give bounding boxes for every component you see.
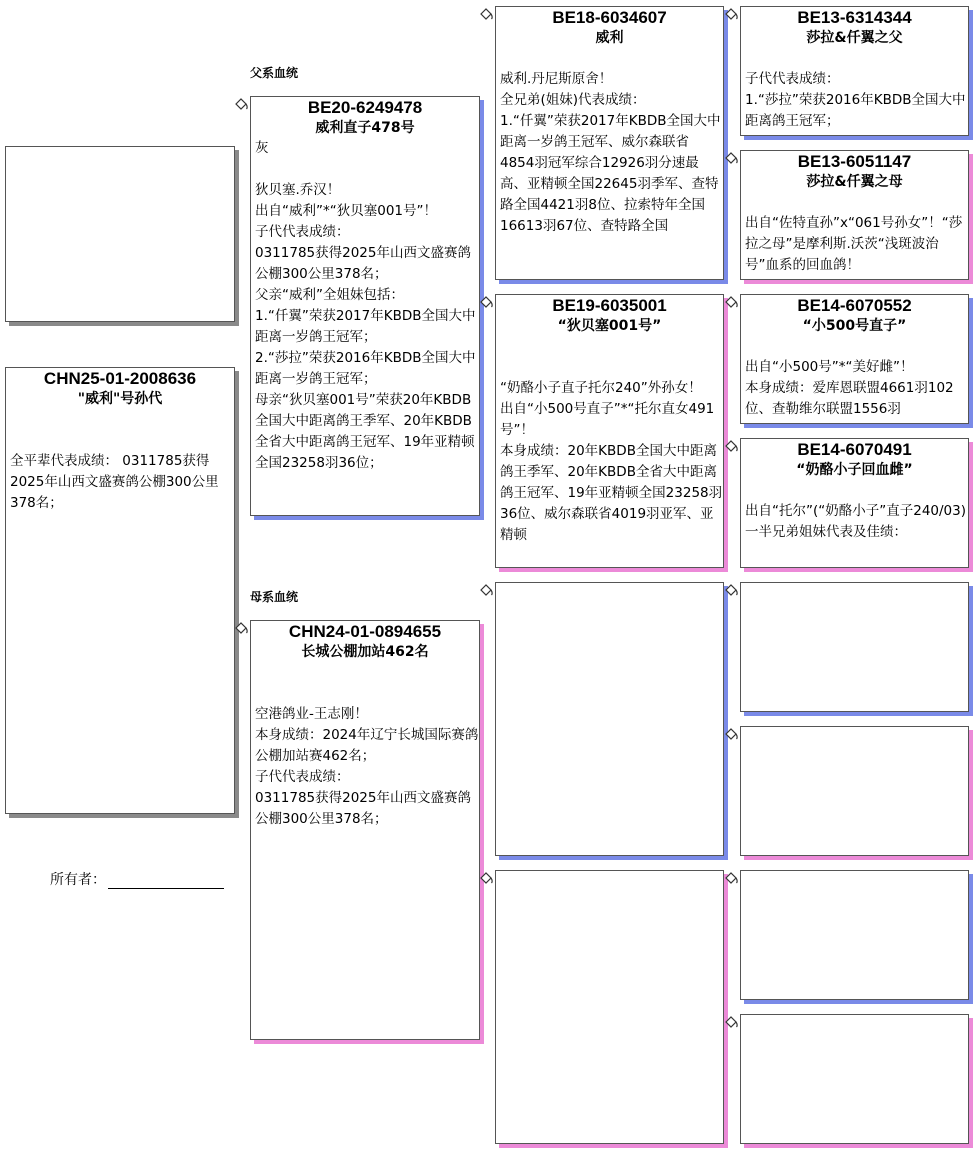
- paint-bucket-icon[interactable]: [724, 872, 738, 886]
- sire-ring-number: BE20-6249478: [307, 98, 423, 117]
- subject-ring-number: CHN25-01-2008636: [43, 369, 197, 388]
- subject-name: "威利"号孙代: [77, 391, 163, 407]
- sds-ring-number: BE14-6070552: [797, 296, 912, 315]
- sds-notes: 出自“小500号”*“美好雌”！ 本身成绩：爱库恩联盟4661羽102位、查勒维尔联盟1556羽: [745, 359, 954, 417]
- sire-dam-notes: “奶酪小子直子托尔240”外孙女！ 出自“小500号直子”*“托尔直女491号”！ 本身成绩：20年KBDB全国大中距离鸽王季军、20年KBDB全省大中距离鸽王冠军、19年亚精顿全国23258羽36位、威尔森联省4019羽亚军、亚精顿: [500, 380, 723, 543]
- paint-bucket-icon[interactable]: [724, 152, 738, 166]
- paint-bucket-icon[interactable]: [724, 440, 738, 454]
- subject-card: [5, 367, 235, 814]
- dam-name: 长城公棚加站462名: [301, 644, 429, 660]
- sss-name: 莎拉&仟翼之父: [806, 30, 903, 46]
- owner-field: [50, 869, 224, 889]
- paint-bucket-icon[interactable]: [234, 622, 248, 636]
- paint-bucket-icon[interactable]: [479, 296, 493, 310]
- sire-dam-ring-number: BE19-6035001: [552, 296, 667, 315]
- ddd-card: [740, 1014, 969, 1144]
- sdd-ring-number: BE14-6070491: [797, 440, 912, 459]
- owner-label: 所有者：: [50, 872, 106, 888]
- sire-sire-card: [495, 6, 724, 280]
- dam-line-label: 母系血统: [250, 590, 299, 604]
- sds-name: “小500号直子”: [802, 318, 907, 334]
- owner-signature-line[interactable]: [108, 874, 224, 889]
- dam-notes: 空港鸽业-王志刚！ 本身成绩：2024年辽宁长城国际赛鸽公棚加站赛462名； 子代代表成绩： 0311785获得2025年山西文盛赛鸽公棚300公里378名；: [255, 706, 479, 827]
- sire-card: [250, 96, 480, 516]
- dss-card: [740, 582, 969, 712]
- sire-sire-name: 威利: [595, 30, 624, 46]
- paint-bucket-icon[interactable]: [479, 8, 493, 22]
- ssd-notes: 出自“佐特直孙”x“061号孙女”！“莎拉之母”是摩利斯.沃茨“浅斑波治号”血系的回血鸽！: [745, 215, 963, 273]
- dam-sire-card: [495, 582, 724, 856]
- sire-dam-card: [495, 294, 724, 568]
- paint-bucket-icon[interactable]: [724, 728, 738, 742]
- dsd-card: [740, 726, 969, 856]
- paint-bucket-icon[interactable]: [479, 584, 493, 598]
- paint-bucket-icon[interactable]: [724, 584, 738, 598]
- ssd-name: 莎拉&仟翼之母: [806, 174, 903, 190]
- paint-bucket-icon[interactable]: [724, 1016, 738, 1030]
- sdd-notes: 出自“托尔”(“奶酪小子”直子240/03) 一半兄弟姐妹代表及佳绩：: [745, 503, 967, 540]
- sire-line-label: 父系血统: [250, 66, 299, 80]
- dds-card: [740, 870, 969, 1000]
- paint-bucket-icon[interactable]: [724, 296, 738, 310]
- sdd-name: “奶酪小子回血雌”: [796, 462, 913, 478]
- sire-name: 威利直子478号: [315, 120, 415, 136]
- subject-notes: 全平辈代表成绩： 0311785获得2025年山西文盛赛鸽公棚300公里378名；: [10, 453, 219, 511]
- paint-bucket-icon[interactable]: [234, 98, 248, 112]
- sss-ring-number: BE13-6314344: [797, 8, 912, 27]
- photo-frame: [5, 146, 235, 322]
- dam-dam-card: [495, 870, 724, 1144]
- dam-card: [250, 620, 480, 1040]
- ssd-card: [740, 150, 969, 280]
- sire-sire-ring-number: BE18-6034607: [552, 8, 667, 27]
- sire-notes: 灰 狄贝塞.乔汉！ 出自“威利”*“狄贝塞001号”！ 子代代表成绩： 0311785获得2025年山西文盛赛鸽公棚300公里378名； 父亲“威利”全姐妹包括： 1.“仟翼”荣获2017年KBDB全国大中距离一岁鸽王冠军； 2.“莎拉”荣获2016年KBDB全国大中距离一岁鸽王冠军； 母亲“狄贝塞001号”荣获20年KBDB全国大中距离鸽王季军、20年KBDB全省大中距离鸽王冠军、19年亚精顿全国23258羽36位；: [255, 140, 476, 471]
- sss-card: [740, 6, 969, 136]
- paint-bucket-icon[interactable]: [479, 872, 493, 886]
- sds-card: [740, 294, 969, 424]
- sire-dam-name: “狄贝塞001号”: [557, 318, 662, 334]
- sss-notes: 子代代表成绩： 1.“莎拉”荣获2016年KBDB全国大中距离鸽王冠军；: [745, 71, 966, 129]
- ssd-ring-number: BE13-6051147: [797, 152, 912, 171]
- sire-sire-notes: 威利.丹尼斯原舍！ 全兄弟(姐妹)代表成绩： 1.“仟翼”荣获2017年KBDB全国大中距离一岁鸽王冠军、威尔森联省4854羽冠军综合12926羽分速最高、亚精顿全国22645羽季军、查特路全国4421羽8位、拉索特年全国16613羽67位、查特路全国: [500, 71, 721, 234]
- paint-bucket-icon[interactable]: [724, 8, 738, 22]
- sdd-card: [740, 438, 969, 568]
- dam-ring-number: CHN24-01-0894655: [288, 622, 442, 641]
